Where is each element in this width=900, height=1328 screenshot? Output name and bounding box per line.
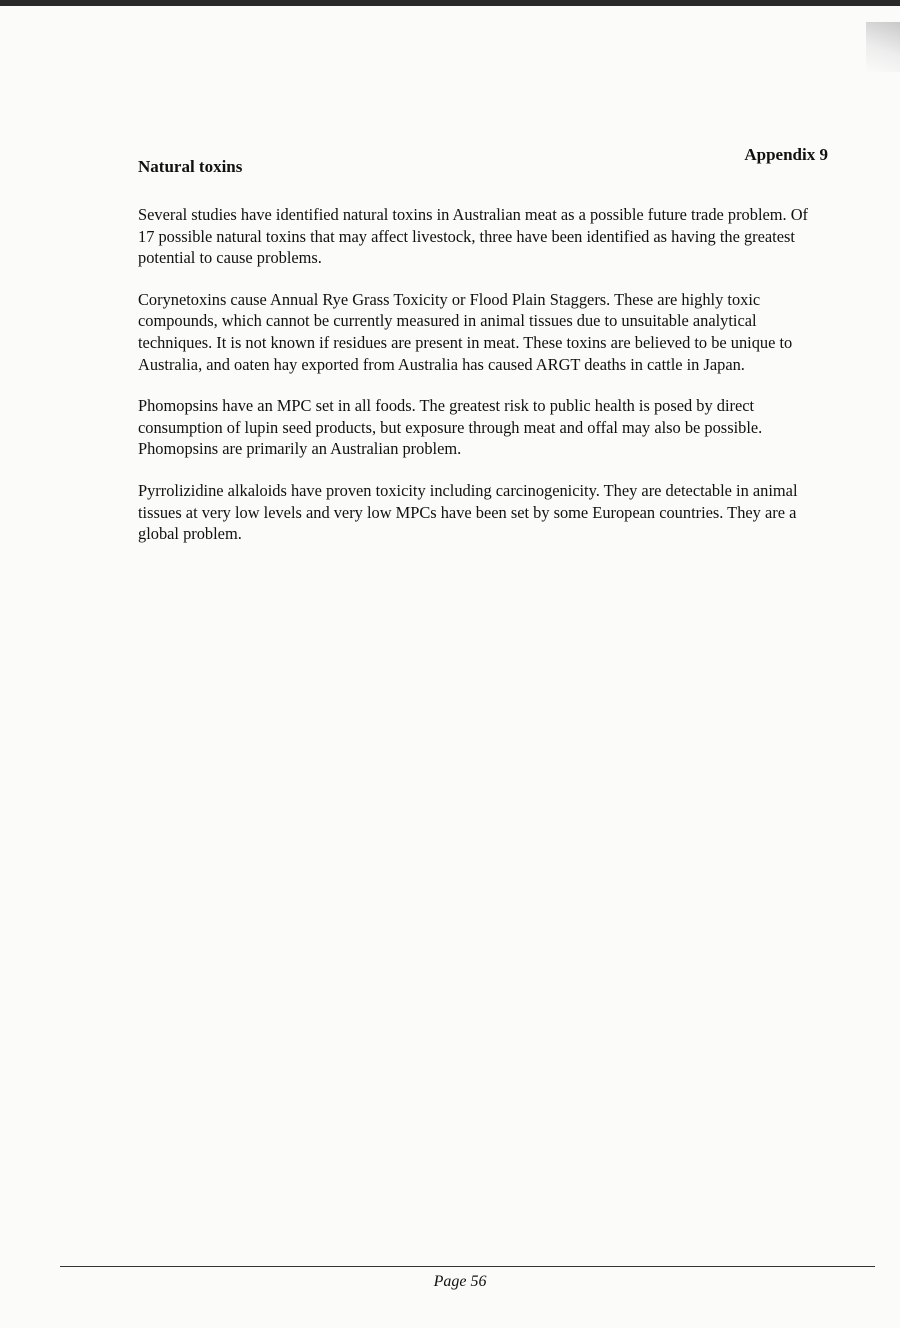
- paragraph-pyrrolizidine-alkaloids: Pyrrolizidine alkaloids have proven toxicity including carcinogenicity. They are detectable in animal tissues at very low levels and very low MPCs have been set by some European countries. They are a global problem.: [138, 480, 798, 544]
- scan-top-edge: [0, 0, 900, 6]
- paragraph-phomopsins: Phomopsins have an MPC set in all foods. The greatest risk to public health is posed by direct consumption of lupin seed products, but exposure through meat and offal may also be possible. Phomopsins are primarily an Australian problem.: [138, 396, 763, 459]
- appendix-label: Appendix 9: [744, 145, 828, 164]
- scan-corner-shadow: [866, 22, 900, 72]
- section-title: Natural toxins: [138, 157, 243, 176]
- body-text: [138, 204, 828, 565]
- paragraph-corynetoxins: Corynetoxins cause Annual Rye Grass Toxicity or Flood Plain Staggers. These are highly toxic compounds, which cannot be currently measured in animal tissues due to unsuitable analytical techniques. It is not known if residues are present in meat. These toxins are believed to be unique to Australia, and oaten hay exported from Australia has caused ARGT deaths in cattle in Japan.: [138, 289, 793, 374]
- page-number: Page 56: [433, 1273, 487, 1290]
- footer-rule: [60, 1266, 875, 1267]
- paragraph-overview: Several studies have identified natural toxins in Australian meat as a possible future trade problem. Of 17 possible natural toxins that may affect livestock, three have been identified as having the greatest potential to cause problems.: [138, 205, 809, 268]
